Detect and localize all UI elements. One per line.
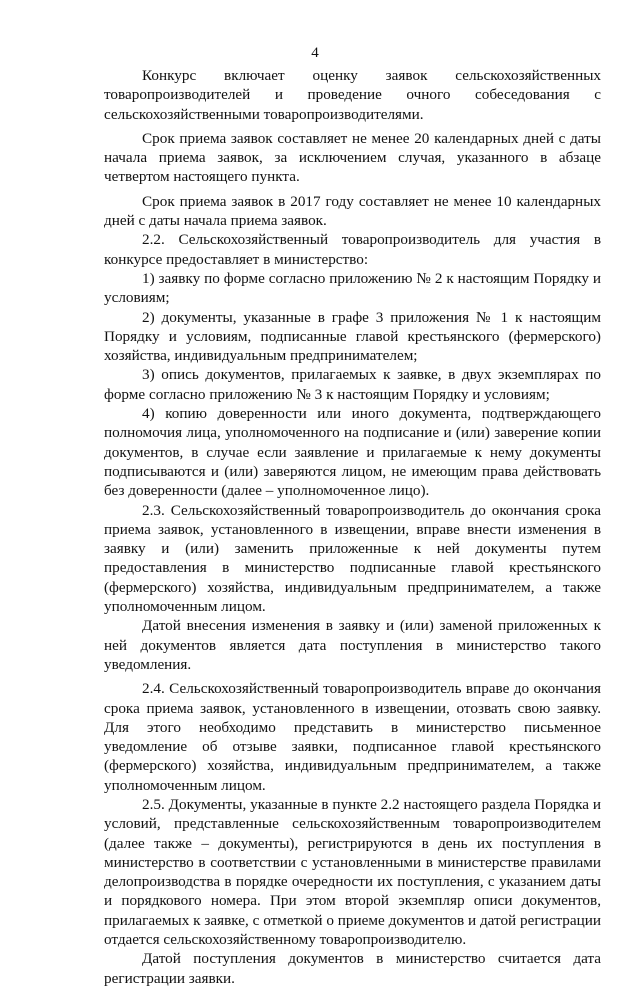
list-item-4: 4) копию доверенности или иного документа, подтверждающего полномочия лица, уполномоченного на подписание и (или) заверение копии документов, в случае если заявление и прилагаемые к нему документы подписываются и (или) заверяются лицом, не имеющим права действовать без доверенности (далее – уполномоченное лицо).	[104, 405, 601, 500]
list-item-2: 2) документы, указанные в графе 3 приложения № 1 к настоящим Порядку и условиям, подписанные главой крестьянского (фермерского) хозяйства, индивидуальным предпринимателем;	[104, 308, 601, 365]
paragraph-contest-description: Конкурс включает оценку заявок сельскохозяйственных товаропроизводителей и проведение очного собеседования с сельскохозяйственными товаропроизводителями.	[104, 67, 601, 123]
paragraph-2-5: 2.5. Документы, указанные в пункте 2.2 настоящего раздела Порядка и условий, представленные сельскохозяйственным товаропроизводителем (далее также – документы), регистрируются в день их поступления в министерство в соответствии с установленными в министерстве правилами делопроизводства в порядке очередности их поступления, с указанием даты и порядкового номера. При этом второй экземпляр описи документов, прилагаемых к заявке, с отметкой о приеме документов и датой регистрации отдается сельскохозяйственному товаропроизводителю.	[104, 795, 601, 949]
list-item-3: 3) опись документов, прилагаемых к заявке, в двух экземплярах по форме согласно приложению № 3 к настоящим Порядку и условиям;	[104, 366, 601, 403]
list-item-1: 1) заявку по форме согласно приложению № 2 к настоящим Порядку и условиям;	[104, 269, 601, 307]
paragraph-2-3: 2.3. Сельскохозяйственный товаропроизводитель до окончания срока приема заявок, установленного в извещении, вправе внести изменения в заявку и (или) заменить приложенные к ней документы путем предоставления в министерство подписанные главой крестьянского (фермерского) хозяйства, индивидуальным предпринимателем, а также уполномоченным лицом.	[104, 501, 601, 616]
paragraph-2-2: 2.2. Сельскохозяйственный товаропроизводитель для участия в конкурсе предоставляет в министерство:	[104, 231, 601, 268]
document-body	[104, 66, 601, 988]
page-number: 4	[311, 45, 319, 61]
paragraph-application-period-2017: Срок приема заявок в 2017 году составляет не менее 10 календарных дней с даты начала приема заявок.	[104, 192, 601, 230]
paragraph-receipt-date: Датой поступления документов в министерство считается дата регистрации заявки.	[104, 950, 601, 987]
paragraph-application-period: Срок приема заявок составляет не менее 20 календарных дней с даты начала приема заявок, за исключением случая, указанного в абзаце четвертом настоящего пункта.	[104, 129, 601, 186]
paragraph-2-4: 2.4. Сельскохозяйственный товаропроизводитель вправе до окончания срока приема заявок, установленного в извещении, отозвать свою заявку. Для этого необходимо представить в министерство письменное уведомление об отзыве заявки, подписанное главой крестьянского (фермерского) хозяйства, индивидуальным предпринимателем, а также уполномоченным лицом.	[104, 680, 601, 794]
paragraph-change-date: Датой внесения изменения в заявку и (или) заменой приложенных к ней документов является дата поступления в министерство такого уведомления.	[104, 617, 601, 673]
